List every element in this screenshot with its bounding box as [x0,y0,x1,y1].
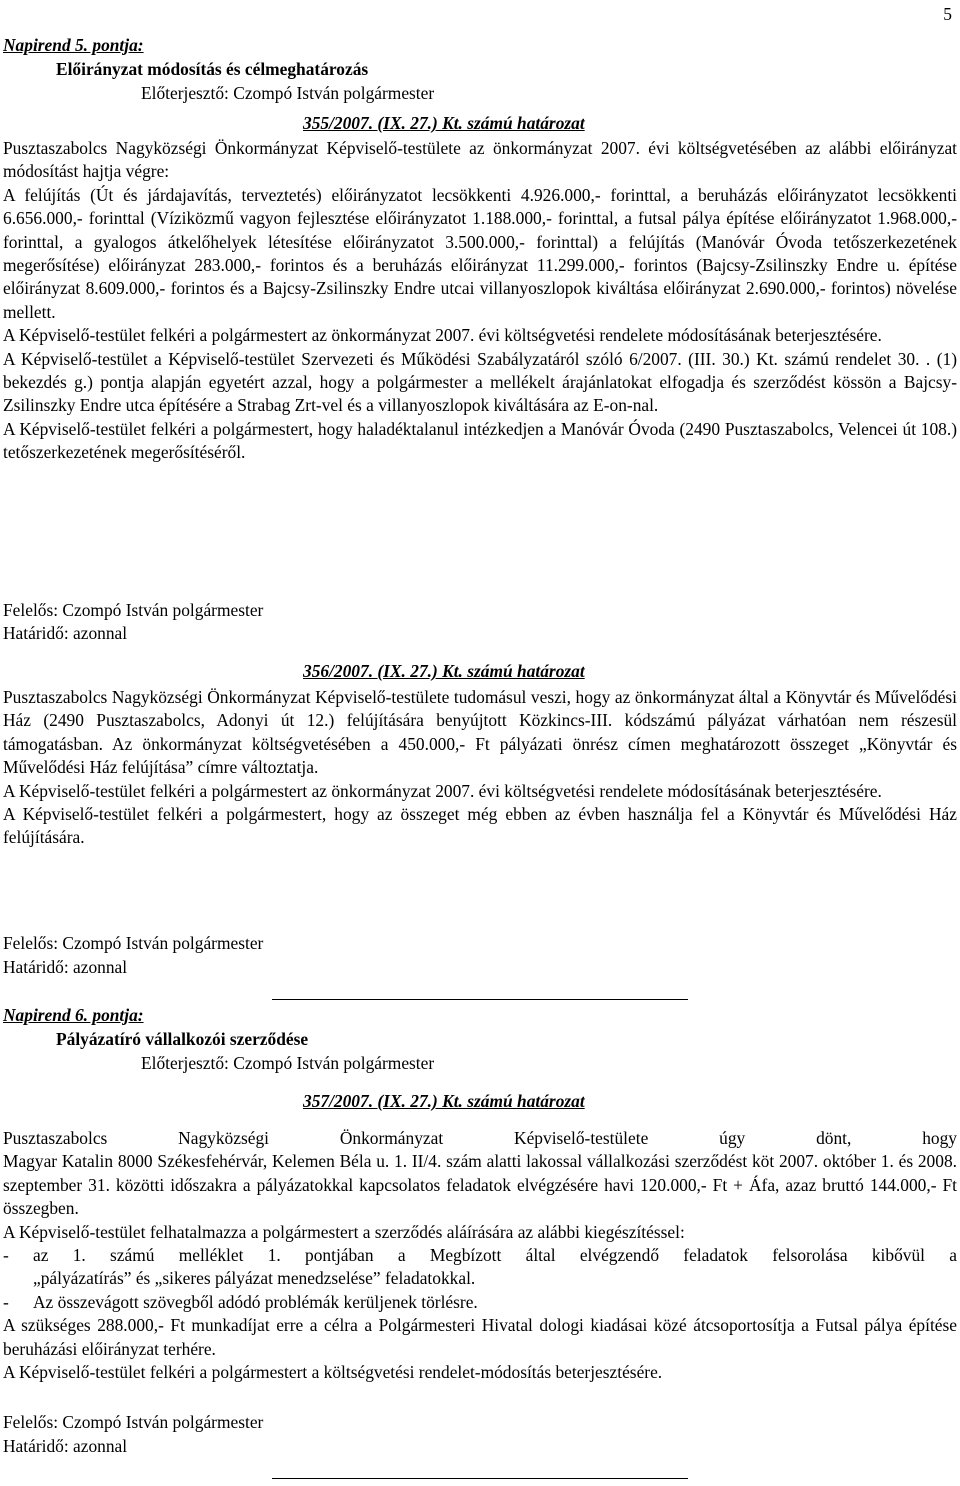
responsible-line: Felelős: Czompó István polgármester [3,1412,264,1432]
list-item-text: az 1. számú melléklet 1. pontjában a Megbízott által elvégzendő feladatok felsorolása kibővül a [33,1245,957,1266]
bullet-dash: - [3,1291,9,1312]
responsible-line: Felelős: Czompó István polgármester [3,933,264,953]
deadline-line: Határidő: azonnal [3,623,128,643]
resolution-paragraph: A Képviselő-testület felkéri a polgármestert az önkormányzat 2007. évi költségvetési rendelete módosításának beterjesztésére. [3,325,882,346]
agenda-title: Pályázatíró vállalkozói szerződése [56,1029,309,1049]
list-item [3,1291,957,1314]
resolution-body [3,137,957,465]
resolution-paragraph: A szükséges 288.000,- Ft munkadíjat erre a célra a Polgármesteri Hivatal dologi kiadásai közé átcsoportosítja a Futsal pálya építése beruházási előirányzat terhére. [3,1315,957,1359]
resolution-paragraph: A felújítás (Út és járdajavítás, terveztetés) előirányzatot lecsökkenti 4.926.000,- forinttal, a beruházás előirányzatot lecsökkenti 6.656.000,- forinttal (Víziközmű vagyon fejlesztése előirányzatot 1.188.000,- forinttal, a futsal pálya építése előirányzatot 1.968.000,- forinttal, a gyalogos átkelőhelyek létesítése előirányzatot 3.500.000,- forinttal) a felújítás (Manóvár Óvoda tetőszerkezetének megerősítése) előirányzat 283.000,- forintos és a beruházás előirányzat 11.299.000,- forintos (Bajcsy-Zsilinszky Endre u. építése előirányzat 8.609.000,- forintos és a Bajcsy-Zsilinszky Endre utcai villanyoszlopok kiváltása előirányzat 2.690.000,- forintos) növelése mellett. [3,184,957,322]
responsible-line: Felelős: Czompó István polgármester [3,600,264,620]
agenda-heading: Napirend 6. pontja: [3,1005,144,1025]
deadline-line: Határidő: azonnal [3,957,128,977]
separator-line [272,999,688,1000]
resolution-paragraph: A Képviselő-testület felkéri a polgármestert a költségvetési rendelet-módosítás beterjesztésére. [3,1362,663,1383]
presenter-line: Előterjesztő: Czompó István polgármester [141,1053,435,1073]
resolution-body [3,1127,957,1384]
presenter-line: Előterjesztő: Czompó István polgármester [141,83,435,103]
agenda-heading: Napirend 5. pontja: [3,35,144,55]
resolution-paragraph: A Képviselő-testület felhatalmazza a polgármestert a szerződés aláírására az alábbi kiegészítéssel: [3,1221,685,1242]
list-item-text: „pályázatírás” és „sikeres pályázat menedzselése” feladatokkal. [33,1268,476,1289]
resolution-paragraph: A Képviselő-testület felkéri a polgármestert az önkormányzat 2007. évi költségvetési rendelete módosításának beterjesztésére. [3,780,882,801]
separator-line [272,1478,688,1479]
resolution-paragraph: Magyar Katalin 8000 Székesfehérvár, Kelemen Béla u. 1. II/4. szám alatti lakossal vállalkozási szerződést köt 2007. október 1. és 2008. szeptember 31. közötti időszakra a pályázatokkal kapcsolatos feladatok elvégzésére havi 120.000,- Ft + Áfa, azaz bruttó 144.000,- Ft összegben. [3,1151,957,1219]
resolution-paragraph: Pusztaszabolcs Nagyközségi Önkormányzat Képviselő-testülete tudomásul veszi, hogy az önkormányzat által a Könyvtár és Művelődési Ház (2490 Pusztaszabolcs, Adonyi út 12.) felújítására benyújtott Közkincs-III. kódszámú pályázat várhatóan nem részesül támogatásban. Az önkormányzat költségvetésében a 450.000,- Ft pályázati önrész címen meghatározott összeget „Könyvtár és Művelődési Ház felújítása” címre változtatja. [3,687,957,778]
resolution-paragraph: A Képviselő-testület a Képviselő-testület Szervezeti és Működési Szabályzatáról szóló 6/2007. (III. 30.) Kt. számú rendelet 30. . (1) bekezdés g.) pontja alapján egyetért azzal, hogy a polgármester a mellékelt árajánlatokat elfogadja és szerződést kössön a Bajcsy-Zsilinszky Endre utca építésére a Strabag Zrt-vel és a villanyoszlopok kiváltására az E-on-nal. [3,348,957,416]
resolution-paragraph: A Képviselő-testület felkéri a polgármestert, hogy az összeget még ebben az évben használja fel a Könyvtár és Művelődési Ház felújítására. [3,804,957,848]
deadline-line: Határidő: azonnal [3,1436,128,1456]
resolution-number: 356/2007. (IX. 27.) Kt. számú határozat [303,661,585,681]
list-item [3,1244,957,1267]
bullet-dash: - [3,1245,9,1266]
page-number: 5 [943,4,952,24]
resolution-paragraph: Pusztaszabolcs Nagyközségi Önkormányzat Képviselő-testülete az önkormányzat 2007. évi költségvetésében az alábbi előirányzat módosítást hajtja végre: [3,138,957,182]
resolution-number: 357/2007. (IX. 27.) Kt. számú határozat [303,1091,585,1111]
resolution-paragraph: A Képviselő-testület felkéri a polgármestert, hogy haladéktalanul intézkedjen a Manóvár Óvoda (2490 Pusztaszabolcs, Velencei út 108.) tetőszerkezetének megerősítéséről. [3,418,957,463]
resolution-number: 355/2007. (IX. 27.) Kt. számú határozat [303,113,585,133]
resolution-paragraph-first-line: Pusztaszabolcs Nagyközségi Önkormányzat Képviselő-testülete úgy dönt, hogy [3,1128,957,1148]
list-item-continuation [3,1267,957,1290]
agenda-title: Előirányzat módosítás és célmeghatározás [56,59,369,79]
resolution-body [3,686,957,850]
list-item-text: Az összevágott szövegből adódó problémák kerüljenek törlésre. [33,1291,478,1312]
